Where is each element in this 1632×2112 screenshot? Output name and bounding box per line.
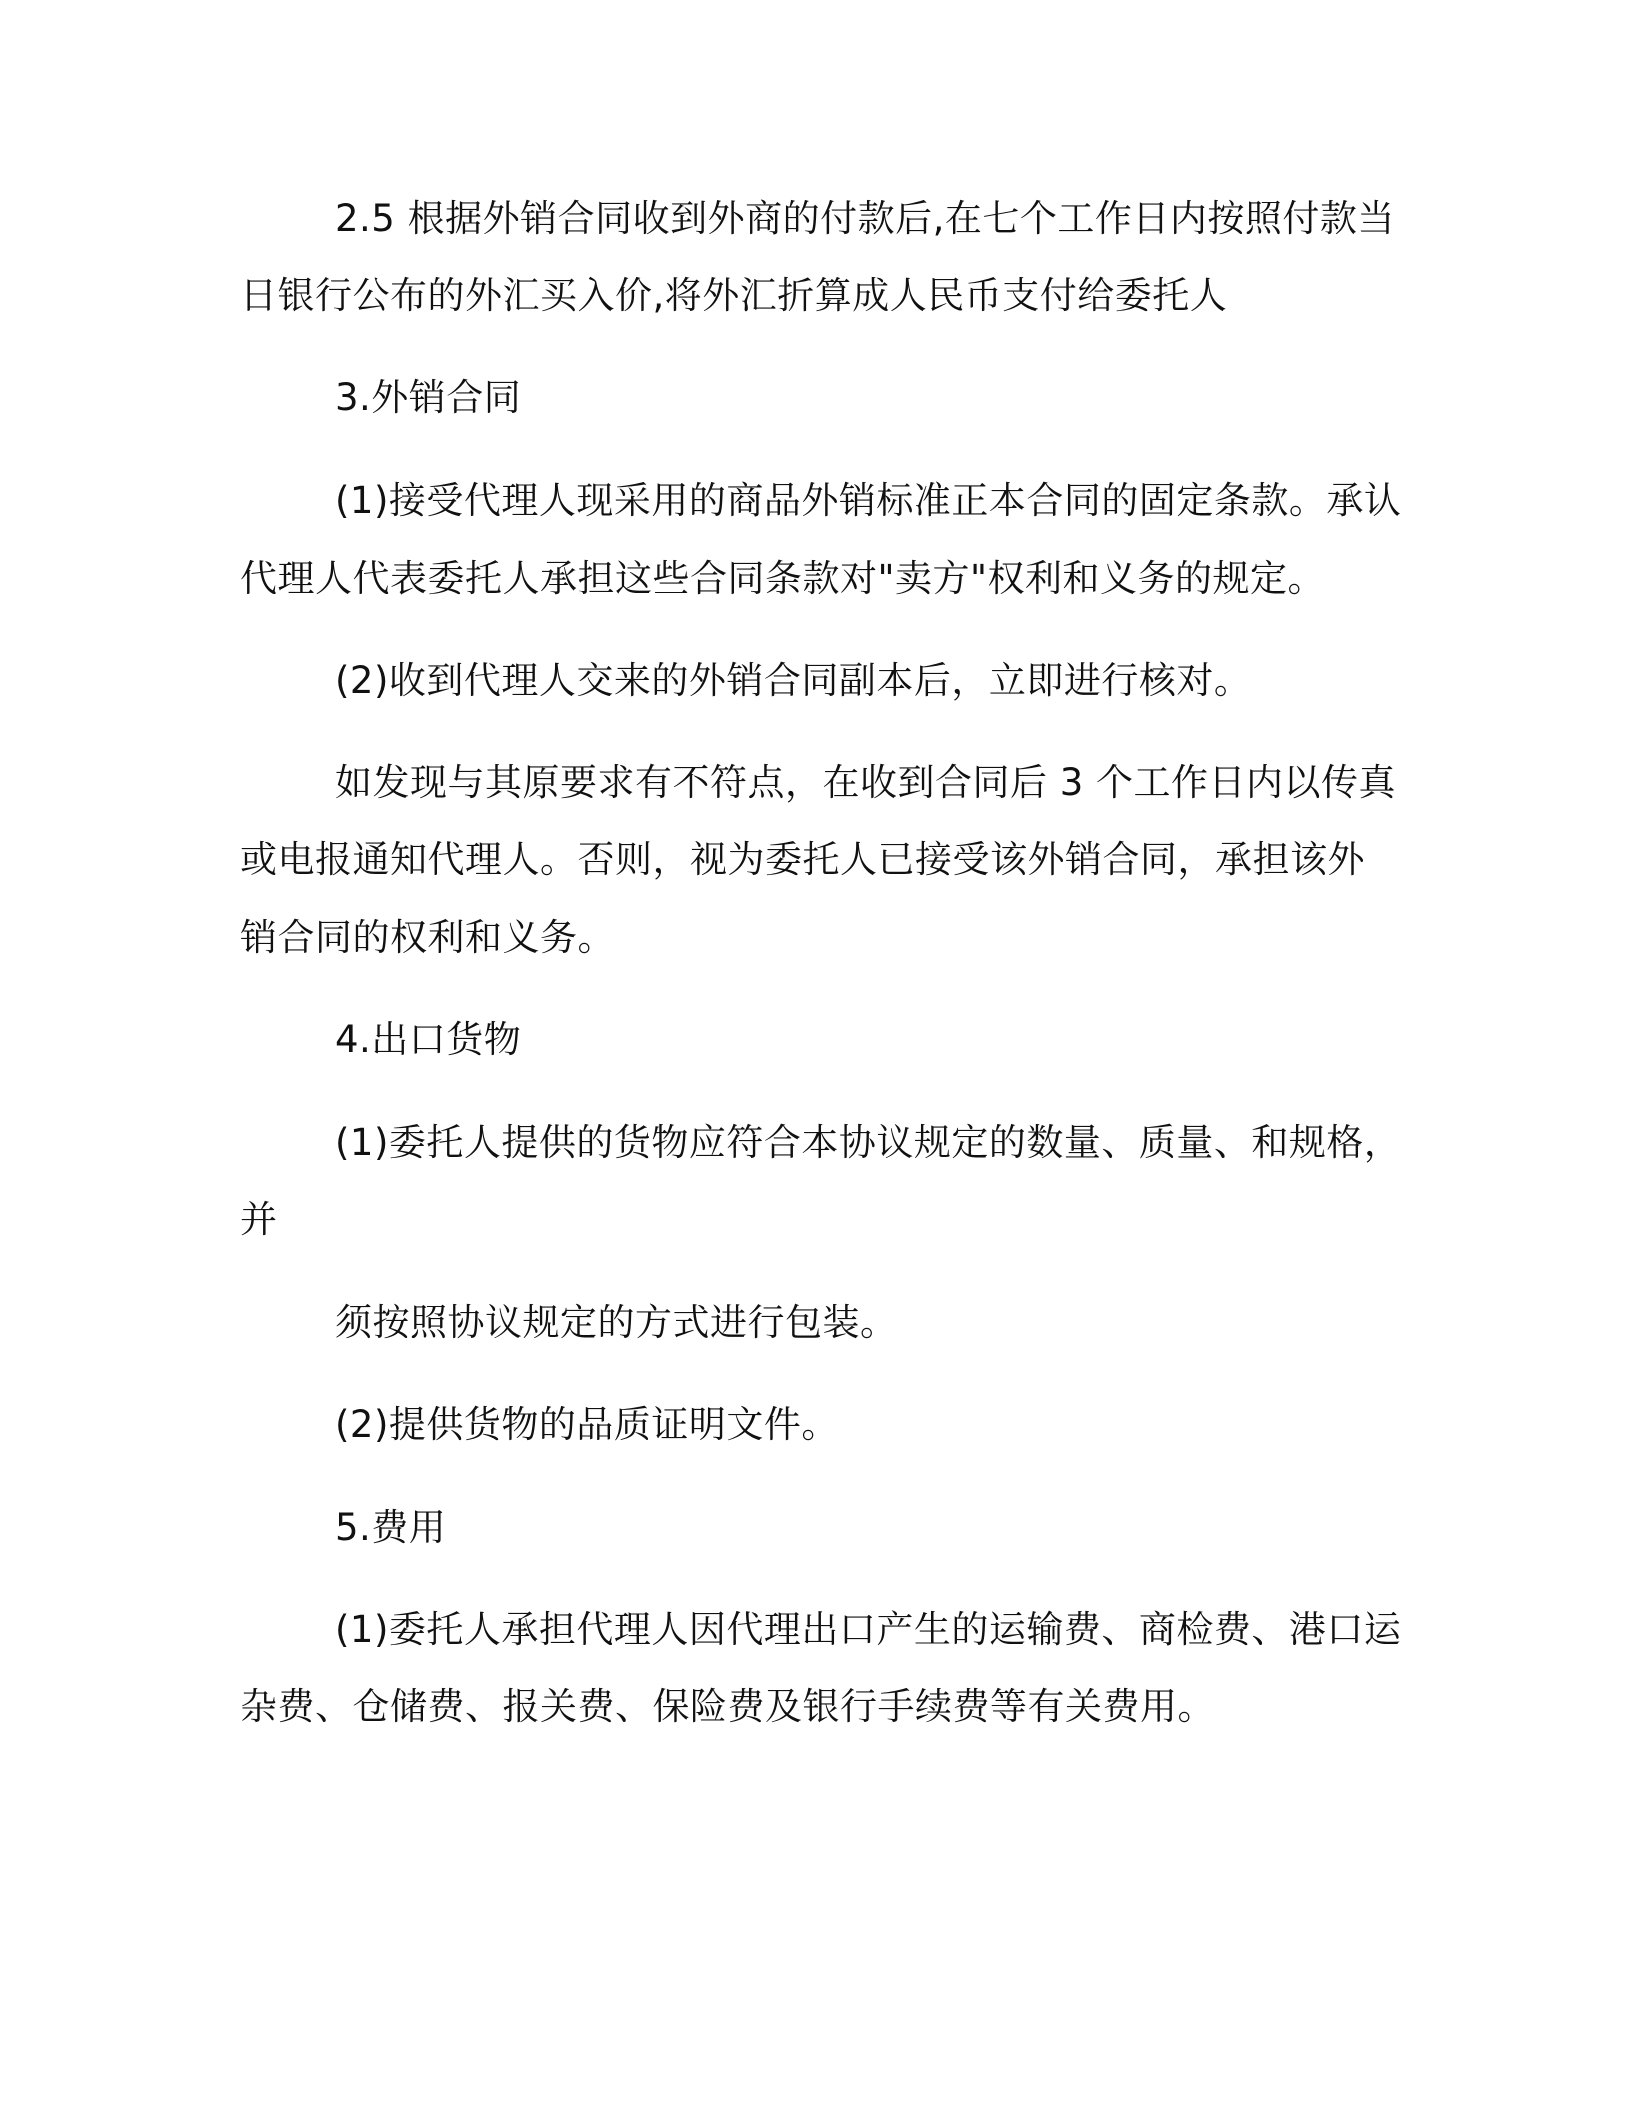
text-line: (1)委托人承担代理人因代理出口产生的运输费、商检费、港口运 <box>335 1608 1402 1651</box>
text-line: 2.5 根据外销合同收到外商的付款后,在七个工作日内按照付款当 <box>335 197 1395 240</box>
text-line: 代理人代表委托人承担这些合同条款对"卖方"权利和义务的规定。 <box>240 557 1326 600</box>
section-heading: 5.费用 <box>335 1506 447 1549</box>
section-heading: 4.出口货物 <box>335 1018 522 1061</box>
text-line: 或电报通知代理人。否则，视为委托人已接受该外销合同，承担该外 <box>240 838 1365 881</box>
text-line: 如发现与其原要求有不符点，在收到合同后 3 个工作日内以传真 <box>335 761 1397 804</box>
text-line: 杂费、仓储费、报关费、保险费及银行手续费等有关费用。 <box>240 1685 1215 1728</box>
text-line: (2)收到代理人交来的外销合同副本后，立即进行核对。 <box>335 659 1252 702</box>
text-line: 须按照协议规定的方式进行包装。 <box>335 1301 898 1344</box>
text-line: (1)委托人提供的货物应符合本协议规定的数量、质量、和规格， <box>335 1121 1402 1164</box>
text-line: 并 <box>240 1198 278 1241</box>
text-line: (2)提供货物的品质证明文件。 <box>335 1403 839 1446</box>
text-line: 日银行公布的外汇买入价,将外汇折算成人民币支付给委托人 <box>240 274 1228 317</box>
text-line: 销合同的权利和义务。 <box>240 916 615 959</box>
text-line: (1)接受代理人现采用的商品外销标准正本合同的固定条款。承认 <box>335 479 1402 522</box>
section-heading: 3.外销合同 <box>335 376 522 419</box>
